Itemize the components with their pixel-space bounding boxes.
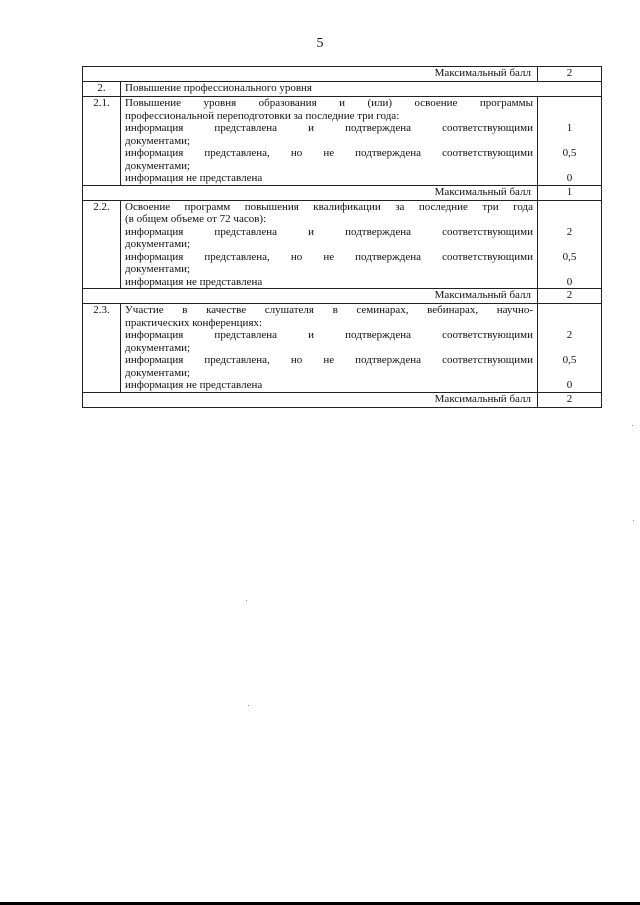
criterion-scores <box>538 304 602 393</box>
score-value: 2 <box>566 225 573 238</box>
score-value: 0,5 <box>562 354 577 366</box>
score-value: 0 <box>566 275 573 288</box>
max-score-value: 2 <box>538 67 602 82</box>
score-value: 0 <box>566 379 573 391</box>
criterion-line: практических конференциях: <box>125 316 263 329</box>
max-score-row <box>83 392 602 407</box>
criterion-line: информация не представлена <box>125 275 263 288</box>
criterion-line: (в общем объеме от 72 часов): <box>125 213 267 225</box>
max-score-row <box>83 289 602 304</box>
criterion-line: информация представлена, но не подтверждена соответствующими <box>125 354 533 366</box>
scan-speck <box>632 425 633 426</box>
score-value: 0,5 <box>562 147 577 159</box>
criteria-table <box>82 66 602 408</box>
criterion-text <box>121 97 538 186</box>
max-score-label: Максимальный балл <box>83 185 538 200</box>
max-score-value: 2 <box>538 289 602 304</box>
criterion-line: информация не представлена <box>125 172 263 184</box>
scan-speck <box>248 705 249 706</box>
section-row <box>83 82 602 97</box>
section-number: 2. <box>83 82 121 97</box>
criterion-line: документами; <box>125 159 191 172</box>
criterion-scores <box>538 97 602 186</box>
criterion-number: 2.3. <box>83 304 121 393</box>
criterion-line: Освоение программ повышения квалификации за последние три года <box>125 200 533 213</box>
criterion-line: документами; <box>125 263 191 275</box>
scan-speck <box>246 600 247 601</box>
criterion-number: 2.2. <box>83 200 121 289</box>
criterion-line: информация представлена и подтверждена соответствующими <box>125 329 533 341</box>
max-score-row <box>83 185 602 200</box>
criterion-line: документами; <box>125 341 191 354</box>
criterion-row <box>83 97 602 186</box>
criterion-line: Повышение уровня образования и (или) освоение программы <box>125 97 533 109</box>
score-value: 2 <box>566 329 573 341</box>
criterion-scores <box>538 200 602 289</box>
criterion-line: профессиональной переподготовки за последние три года: <box>125 109 400 122</box>
criterion-line: информация представлена и подтверждена соответствующими <box>125 122 533 134</box>
criterion-line: информация представлена, но не подтверждена соответствующими <box>125 147 533 159</box>
criterion-line: документами; <box>125 238 191 250</box>
criterion-line: Участие в качестве слушателя в семинарах, вебинарах, научно- <box>125 304 533 316</box>
score-value: 1 <box>566 122 573 134</box>
criterion-row <box>83 304 602 393</box>
max-score-value: 1 <box>538 185 602 200</box>
page-number: 5 <box>316 36 324 51</box>
max-score-label: Максимальный балл <box>83 67 538 82</box>
section-title: Повышение профессионального уровня <box>121 82 602 97</box>
criterion-line: информация не представлена <box>125 379 263 391</box>
max-score-label: Максимальный балл <box>83 289 538 304</box>
score-value: 0 <box>566 172 573 184</box>
criterion-line: документами; <box>125 134 191 147</box>
max-score-row <box>83 67 602 82</box>
score-value: 0,5 <box>562 250 577 263</box>
criterion-text <box>121 304 538 393</box>
criterion-text <box>121 200 538 289</box>
criterion-row <box>83 200 602 289</box>
criterion-line: документами; <box>125 366 191 379</box>
max-score-value: 2 <box>538 392 602 407</box>
max-score-label: Максимальный балл <box>83 392 538 407</box>
criterion-line: информация представлена, но не подтверждена соответствующими <box>125 250 533 263</box>
criterion-line: информация представлена и подтверждена соответствующими <box>125 225 533 238</box>
scan-speck <box>633 520 634 521</box>
criterion-number: 2.1. <box>83 97 121 186</box>
